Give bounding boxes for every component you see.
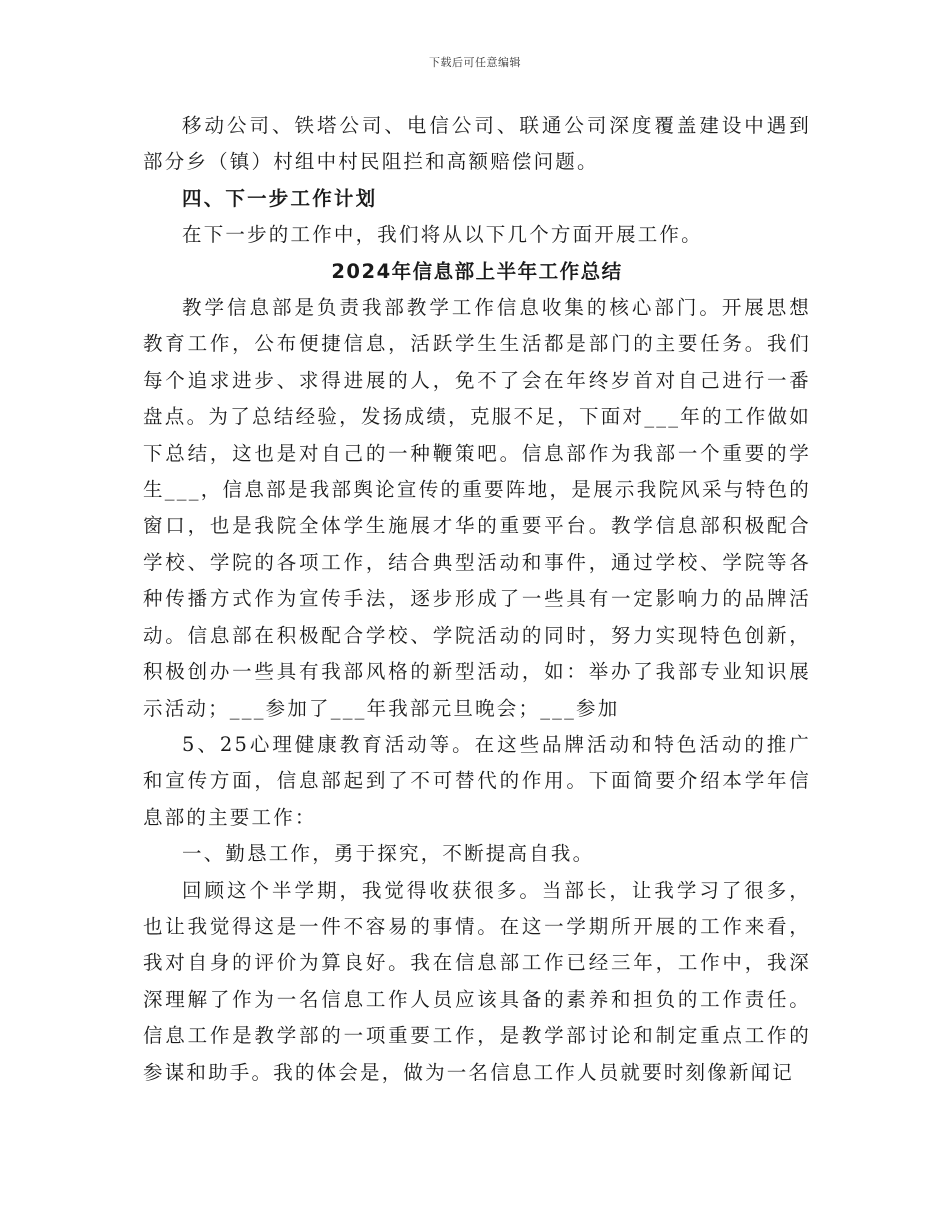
document-title: 2024年信息部上半年工作总结	[331, 259, 623, 283]
paragraph-semester-review: 回顾这个半学期，我觉得收获很多。当部长，让我学习了很多，也让我觉得这是一件不容易的事情。在这一学期所开展的工作来看，我对自身的评价为算良好。我在信息部工作已经三年，工作中，我深深理解了作为一名信息工作人员应该具备的素养和担负的工作责任。信息工作是教学部的一项重要工作，是教学部讨论和制定重点工作的参谋和助手。我的体会是，做为一名信息工作人员就要时刻像新闻记	[143, 878, 811, 1084]
paragraph-activities-summary: 5、25心理健康教育活动等。在这些品牌活动和特色活动的推广和宣传方面，信息部起到了不可替代的作用。下面简要介绍本学年信息部的主要工作：	[143, 732, 811, 829]
section-heading-diligent-work: 一、勤恳工作，勇于探究，不断提高自我。	[182, 842, 595, 866]
page-header-note: 下载后可任意编辑	[429, 56, 521, 69]
paragraph-coverage-issues: 移动公司、铁塔公司、电信公司、联通公司深度覆盖建设中遇到部分乡（镇）村组中村民阻拦和高额赔偿问题。	[143, 114, 811, 174]
paragraph-next-plan-intro: 在下一步的工作中，我们将从以下几个方面开展工作。	[182, 223, 703, 247]
section-heading-next-plan: 四、下一步工作计划	[182, 186, 378, 210]
paragraph-department-overview: 教学信息部是负责我部教学工作信息收集的核心部门。开展思想教育工作，公布便捷信息，活跃学生生活都是部门的主要任务。我们每个追求进步、求得进展的人，免不了会在年终岁首对自己进行一番盘点。为了总结经验，发扬成绩，克服不足，下面对___年的工作做如下总结，这也是对自己的一种鞭策吧。信息部作为我部一个重要的学生___，信息部是我部舆论宣传的重要阵地，是展示我院风采与特色的窗口，也是我院全体学生施展才华的重要平台。教学信息部积极配合学校、学院的各项工作，结合典型活动和事件，通过学校、学院等各种传播方式作为宣传手法，逐步形成了一些具有一定影响力的品牌活动。信息部在积极配合学校、学院活动的同时，努力实现特色创新，积极创办一些具有我部风格的新型活动，如：举办了我部专业知识展示活动；___参加了___年我部元旦晚会；___参加	[143, 296, 811, 720]
document-body	[143, 108, 811, 1091]
